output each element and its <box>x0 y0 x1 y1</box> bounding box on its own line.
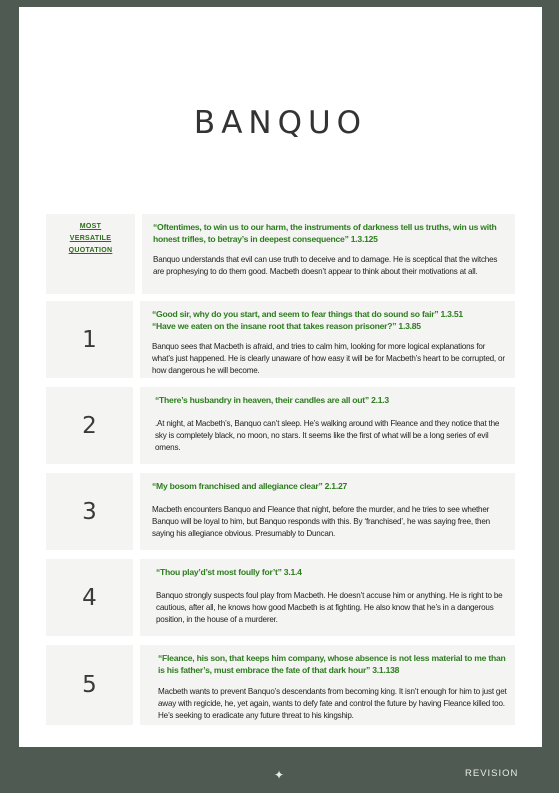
featured-analysis: Banquo understands that evil can use truth to deceive and to damage. He is sceptical that the witches are prophesying to do them good. Macbeth doesn’t appear to think about their motivations at all. <box>153 255 498 276</box>
analysis-4: Banquo strongly suspects foul play from Macbeth. He doesn’t accuse him or anything. He is right to be cautious, after all, he knows how good Macbeth is at fighting. He also know that he’s in a dangerous position, in the house of a murderer. <box>156 591 503 624</box>
quote-number-4: 4 <box>46 559 133 636</box>
quote-card-1 <box>140 301 515 378</box>
quote-card-5 <box>140 645 515 725</box>
quote-2: “There’s husbandry in heaven, their candles are all out” 2.1.3 <box>155 395 389 405</box>
footer-label: REVISION <box>465 768 519 779</box>
quote-card-3 <box>140 473 515 550</box>
featured-quote: “Oftentimes, to win us to our harm, the instruments of darkness tell us truths, win us with honest trifles, to betray’s in deepest consequence” 1.3.125 <box>153 222 497 244</box>
most-versatile-label <box>46 214 135 294</box>
quote-number-3: 3 <box>46 473 133 550</box>
quote-1b: “Have we eaten on the insane root that takes reason prisoner?” 1.3.85 <box>152 321 421 331</box>
most-versatile-line-2: VERSATILE <box>69 235 112 242</box>
quote-number-2: 2 <box>46 387 133 464</box>
most-versatile-line-1: MOST <box>79 223 102 230</box>
star-icon: ✦ <box>274 768 285 782</box>
quote-card-4 <box>140 559 515 636</box>
analysis-2: .At night, at Macbeth’s, Banquo can’t sleep. He’s walking around with Fleance and they notice that the sky is completely black, no moon, no stars. It seems like the first of what will be a long series of evil omens. <box>155 419 500 452</box>
quote-4: “Thou play’d’st most foully for’t” 3.1.4 <box>156 567 302 577</box>
analysis-1: Banquo sees that Macbeth is afraid, and tries to calm him, looking for more logical explanations for what’s just happened. He is clearly unaware of how easy it will be for Macbeth’s heart to be corrupted, or how dangerous he will become. <box>152 342 505 375</box>
quote-3: “My bosom franchised and allegiance clear” 2.1.27 <box>152 481 348 491</box>
analysis-3: Macbeth encounters Banquo and Fleance that night, before the murder, and he tries to see whether Banquo will be loyal to him, but Banquo responds with this. By ‘franchised’, he was saying free, then saying his allegiance obvious. Presumably to Duncan. <box>152 505 490 538</box>
most-versatile-line-3: QUOTATION <box>68 247 113 254</box>
quote-5: “Fleance, his son, that keeps him company, whose absence is not less material to me than is his father’s, must embrace the fate of that dark hour” 3.1.138 <box>158 653 506 675</box>
analysis-5: Macbeth wants to prevent Banquo’s descendants from becoming king. It isn’t enough for him to just get away with regicide, he, yet again, wants to defy fate and control the future by having Fleance killed too. He’s seeking to eradicate any future threat to his kingship. <box>158 687 507 720</box>
featured-quote-card <box>142 214 515 294</box>
document-page <box>19 7 542 747</box>
quote-number-5: 5 <box>46 645 133 725</box>
quote-1a: “Good sir, why do you start, and seem to fear things that do sound so fair” 1.3.51 <box>152 309 463 319</box>
page-title: BANQUO <box>193 105 368 141</box>
quote-number-1: 1 <box>46 301 133 378</box>
quote-card-2 <box>140 387 515 464</box>
